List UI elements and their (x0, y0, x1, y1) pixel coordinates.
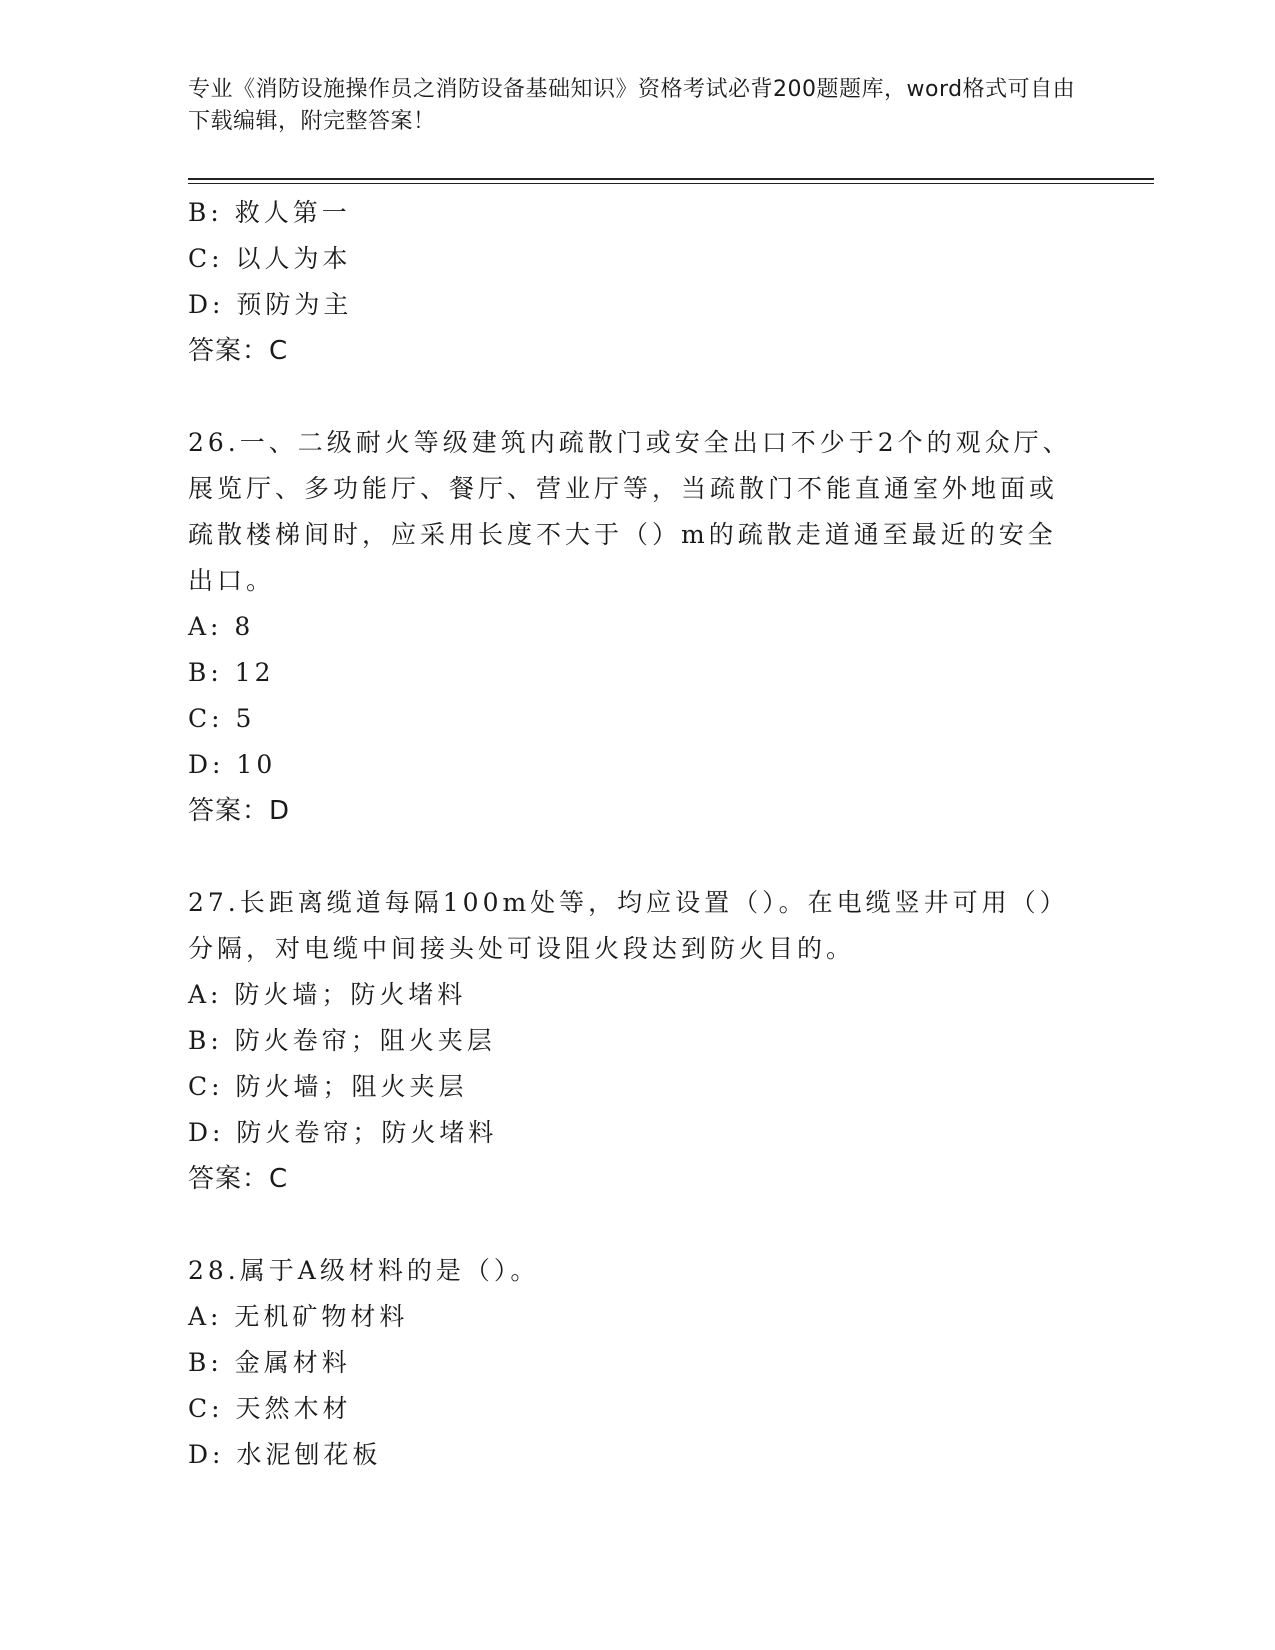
option-d: D: 10 (188, 750, 277, 779)
question-26 (188, 420, 1088, 834)
option-c: C: 以人为本 (188, 244, 352, 273)
question-27 (188, 880, 1088, 1202)
question-stem: 28.属于A级材料的是（）。 (188, 1256, 540, 1285)
option-a: A: 防火墙；防火堵料 (188, 980, 467, 1009)
option-b: B: 12 (188, 658, 275, 687)
option-d: D: 防火卷帘；防火堵料 (188, 1118, 498, 1147)
header-divider-thick (188, 178, 1154, 180)
document-header-title: 专业《消防设施操作员之消防设备基础知识》资格考试必背200题题库，word格式可自由下载编辑，附完整答案！ (188, 77, 1076, 134)
header-divider-thin (188, 183, 1154, 184)
option-b: B: 救人第一 (188, 198, 351, 227)
document-body (188, 190, 1088, 1478)
answer-line: 答案：D (188, 796, 291, 826)
option-a: A: 8 (188, 612, 255, 641)
answer-line: 答案：C (188, 336, 289, 366)
option-b: B: 防火卷帘；阻火夹层 (188, 1026, 496, 1055)
answer-line: 答案：C (188, 1164, 289, 1194)
option-a: A: 无机矿物材料 (188, 1302, 409, 1331)
option-d: D: 预防为主 (188, 290, 353, 319)
option-c: C: 防火墙；阻火夹层 (188, 1072, 468, 1101)
option-c: C: 天然木材 (188, 1394, 352, 1423)
option-b: B: 金属材料 (188, 1348, 351, 1377)
question-28 (188, 1248, 1088, 1478)
option-c: C: 5 (188, 704, 256, 733)
option-d: D: 水泥刨花板 (188, 1440, 382, 1469)
question-25-continued (188, 190, 1088, 374)
question-stem: 26.一、二级耐火等级建筑内疏散门或安全出口不少于2个的观众厅、展览厅、多功能厅、餐厅、营业厅等，当疏散门不能直通室外地面或疏散楼梯间时，应采用长度不大于（）m的疏散走道通至最近的安全出口。 (188, 428, 1072, 595)
question-stem: 27.长距离缆道每隔100m处等，均应设置（）。在电缆竖井可用（）分隔，对电缆中间接头处可设阻火段达到防火目的。 (188, 888, 1069, 963)
